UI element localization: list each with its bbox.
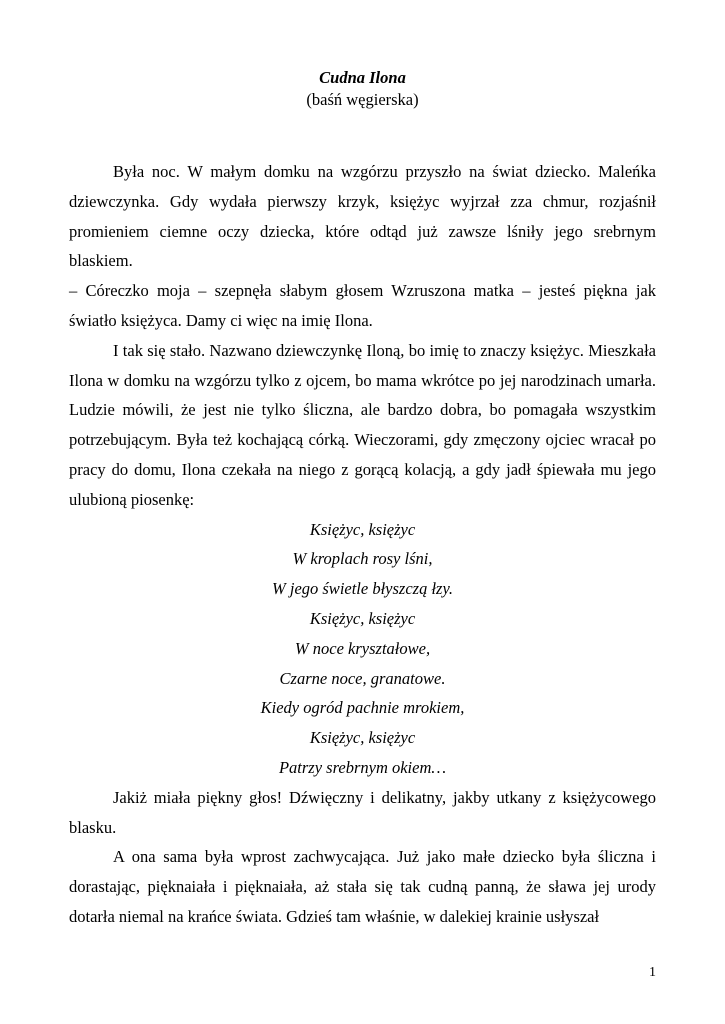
paragraph-2-dialogue: – Córeczko moja – szepnęła słabym głosem Wzruszona matka – jesteś piękna jak światło księżyca. Damy ci więc na imię Ilona.	[69, 281, 656, 330]
verse-line: Księżyc, księżyc	[309, 519, 416, 539]
document-title: Cudna Ilona	[319, 68, 406, 87]
verse-line: Czarne noce, granatowe.	[279, 668, 446, 688]
verse-line: W jego świetle błyszczą łzy.	[271, 579, 454, 599]
paragraph-3: I tak się stało. Nazwano dziewczynkę Iloną, bo imię to znaczy księżyc. Mieszkała Ilona w domku na wzgórzu tylko z ojcem, bo mama wkrótce po jej narodzinach umarła. Ludzie mówili, że jest nie tylko śliczna, ale bardzo dobra, bo pomagała wszystkim potrzebującym. Była też kochającą córką. Wieczorami, gdy zmęczony ojciec wracał po pracy do domu, Ilona czekała na niego z gorącą kolacją, a gdy jadł śpiewała mu jego ulubioną piosenkę:	[69, 340, 656, 509]
paragraph-5: A ona sama była wprost zachwycająca. Już jako małe dziecko była śliczna i dorastając, pięknaiała i pięknaiała, aż stała się tak cudną panną, że sława jej urody dotarła niemal na krańce świata. Gdzieś tam właśnie, w dalekiej krainie usłyszał	[69, 847, 656, 926]
verse-line: W noce kryształowe,	[294, 638, 431, 658]
paragraph-4: Jakiż miała piękny głos! Dźwięczny i delikatny, jakby utkany z księżycowego blasku.	[69, 787, 656, 837]
song-verse	[69, 515, 656, 783]
verse-line: Kiedy ogród pachnie mrokiem,	[260, 698, 465, 718]
verse-line: Księżyc, księżyc	[309, 728, 416, 748]
verse-line: Księżyc, księżyc	[309, 608, 416, 628]
verse-line: W kroplach rosy lśni,	[292, 549, 433, 569]
document-subtitle: (baśń węgierska)	[306, 90, 419, 109]
verse-line: Patrzy srebrnym okiem…	[278, 757, 447, 777]
document-body	[69, 157, 656, 932]
paragraph-1: Była noc. W małym domku na wzgórzu przyszło na świat dziecko. Maleńka dziewczynka. Gdy wydała pierwszy krzyk, księżyc wyjrzał zza chmur, rozjaśnił promieniem ciemne oczy dziecka, które odtąd już zawsze lśniły jego srebrnym blaskiem.	[69, 162, 656, 271]
page-number: 1	[649, 965, 656, 980]
